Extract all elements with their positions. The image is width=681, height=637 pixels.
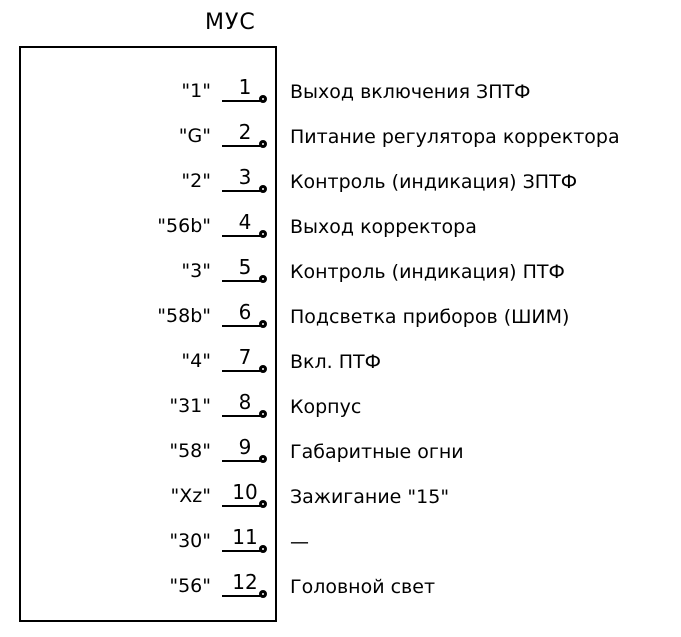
pin-description: Контроль (индикация) ПТФ bbox=[290, 261, 565, 283]
pin-number: 2 bbox=[238, 120, 252, 144]
pin-description: Головной свет bbox=[290, 576, 436, 598]
pin-description: Габаритные огни bbox=[290, 441, 464, 463]
pin-number: 3 bbox=[238, 165, 252, 189]
terminal-dot-icon bbox=[259, 140, 267, 148]
pin-lead-line bbox=[222, 325, 260, 327]
pin-lead-line bbox=[222, 550, 260, 552]
pin-row bbox=[0, 340, 681, 384]
pin-number: 10 bbox=[232, 480, 258, 504]
pin-description: Выход корректора bbox=[290, 216, 477, 238]
terminal-dot-icon bbox=[259, 455, 267, 463]
pin-number: 8 bbox=[238, 390, 252, 414]
pin-description: — bbox=[290, 531, 309, 553]
pin-description: Корпус bbox=[290, 396, 362, 418]
terminal-dot-icon bbox=[259, 320, 267, 328]
terminal-dot-icon bbox=[259, 230, 267, 238]
pin-row bbox=[0, 250, 681, 294]
pin-number: 1 bbox=[238, 75, 252, 99]
pin-lead-line bbox=[222, 460, 260, 462]
pin-signal: "56b" bbox=[157, 215, 211, 237]
pin-lead-line bbox=[222, 505, 260, 507]
pin-lead-line bbox=[222, 595, 260, 597]
pin-lead-line bbox=[222, 415, 260, 417]
pin-row bbox=[0, 520, 681, 564]
terminal-dot-icon bbox=[259, 590, 267, 598]
pin-number: 4 bbox=[238, 210, 252, 234]
pin-description: Вкл. ПТФ bbox=[290, 351, 381, 373]
pin-lead-line bbox=[222, 145, 260, 147]
pin-row bbox=[0, 205, 681, 249]
pin-signal: "58" bbox=[169, 440, 211, 462]
terminal-dot-icon bbox=[259, 410, 267, 418]
pin-description: Контроль (индикация) ЗПТФ bbox=[290, 171, 578, 193]
pin-row bbox=[0, 565, 681, 609]
pin-signal: "3" bbox=[181, 260, 211, 282]
pin-row bbox=[0, 115, 681, 159]
pin-row bbox=[0, 385, 681, 429]
pin-number: 9 bbox=[238, 435, 252, 459]
pin-lead-line bbox=[222, 100, 260, 102]
terminal-dot-icon bbox=[259, 185, 267, 193]
pin-signal: "56" bbox=[169, 575, 211, 597]
pin-signal: "58b" bbox=[157, 305, 211, 327]
pin-row bbox=[0, 70, 681, 114]
pin-signal: "31" bbox=[169, 395, 211, 417]
pin-lead-line bbox=[222, 235, 260, 237]
pin-lead-line bbox=[222, 370, 260, 372]
pin-number: 11 bbox=[232, 525, 258, 549]
terminal-dot-icon bbox=[259, 275, 267, 283]
pin-description: Подсветка приборов (ШИМ) bbox=[290, 306, 570, 328]
pin-description: Питание регулятора корректора bbox=[290, 126, 620, 148]
pin-signal: "4" bbox=[181, 350, 211, 372]
pin-signal: "Xz" bbox=[170, 485, 211, 507]
pin-description: Выход включения ЗПТФ bbox=[290, 81, 531, 103]
pin-signal: "2" bbox=[181, 170, 211, 192]
pin-number: 5 bbox=[238, 255, 252, 279]
pin-signal: "30" bbox=[169, 530, 211, 552]
pin-number: 6 bbox=[238, 300, 252, 324]
terminal-dot-icon bbox=[259, 545, 267, 553]
block-title: МУС bbox=[205, 10, 256, 35]
terminal-dot-icon bbox=[259, 500, 267, 508]
terminal-dot-icon bbox=[259, 365, 267, 373]
terminal-dot-icon bbox=[259, 95, 267, 103]
pin-row bbox=[0, 160, 681, 204]
pin-number: 12 bbox=[232, 570, 258, 594]
pin-row bbox=[0, 295, 681, 339]
pin-lead-line bbox=[222, 280, 260, 282]
pin-lead-line bbox=[222, 190, 260, 192]
pin-number: 7 bbox=[238, 345, 252, 369]
pin-row bbox=[0, 430, 681, 474]
pin-row bbox=[0, 475, 681, 519]
pin-description: Зажигание "15" bbox=[290, 486, 450, 508]
pin-signal: "1" bbox=[181, 80, 211, 102]
pin-signal: "G" bbox=[178, 125, 211, 147]
